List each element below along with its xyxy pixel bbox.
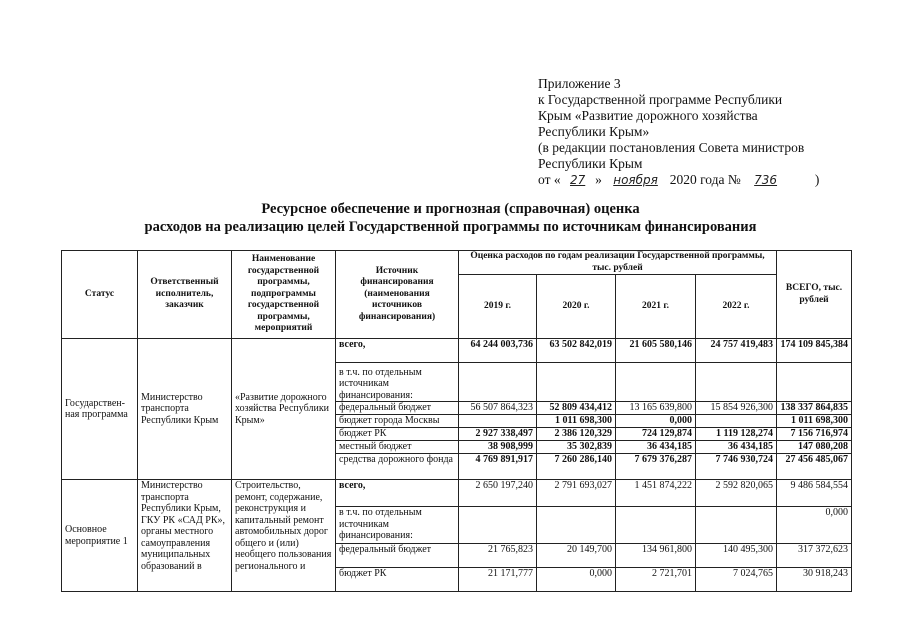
source-cell: федеральный бюджет — [336, 544, 459, 568]
source-cell: бюджет РК — [336, 568, 459, 592]
header-year-2020: 2020 г. — [537, 275, 616, 339]
value-total: 7 156 716,974 — [777, 428, 852, 441]
table-row — [62, 339, 852, 363]
value-2021: 724 129,874 — [616, 428, 696, 441]
header-executor: Ответственный исполнитель, заказчик — [138, 251, 232, 339]
value-total: 27 456 485,067 — [777, 454, 852, 480]
value-2019: 2 927 338,497 — [459, 428, 537, 441]
value-2020: 1 011 698,300 — [537, 415, 616, 428]
value-2019: 38 908,999 — [459, 441, 537, 454]
value-2022 — [696, 507, 777, 544]
source-cell: бюджет города Москвы — [336, 415, 459, 428]
value-2022: 140 495,300 — [696, 544, 777, 568]
value-2021: 36 434,185 — [616, 441, 696, 454]
source-cell: в т.ч. по отдельным источникам финансирования: — [336, 507, 459, 544]
value-2021: 1 451 874,222 — [616, 480, 696, 507]
value-2019: 2 650 197,240 — [459, 480, 537, 507]
header-program: Наименование государственной программы, подпрограммы государственной программы, мероприятий — [232, 251, 336, 339]
date-prefix: от « — [538, 172, 561, 187]
value-2021: 7 679 376,287 — [616, 454, 696, 480]
title-line-1: Ресурсное обеспечение и прогнозная (справочная) оценка — [261, 201, 640, 217]
value-2022: 1 119 128,274 — [696, 428, 777, 441]
value-total: 1 011 698,300 — [777, 415, 852, 428]
value-2022: 7 024,765 — [696, 568, 777, 592]
date-close: ) — [814, 172, 820, 187]
handwritten-month: ноября — [613, 173, 658, 187]
value-total: 0,000 — [777, 507, 852, 544]
value-2019: 56 507 864,323 — [459, 402, 537, 415]
source-cell: в т.ч. по отдельным источникам финансирования: — [336, 363, 459, 402]
executor-cell: Министерство транспорта Республики Крым, ГКУ РК «САД РК», органы местного самоуправления муниципальных образований в — [138, 480, 232, 592]
appendix-date-line — [538, 172, 878, 188]
year-text: 2020 года № — [669, 172, 741, 187]
document-title — [0, 200, 901, 236]
value-total: 30 918,243 — [777, 568, 852, 592]
value-2019 — [459, 415, 537, 428]
header-year-2022: 2022 г. — [696, 275, 777, 339]
source-cell: федеральный бюджет — [336, 402, 459, 415]
executor-cell: Министерство транспорта Республики Крым — [138, 339, 232, 480]
value-total: 147 080,208 — [777, 441, 852, 454]
status-cell: Основное мероприятие 1 — [62, 480, 138, 592]
appendix-line: Республики Крым» — [538, 124, 650, 139]
source-cell: средства дорожного фонда — [336, 454, 459, 480]
appendix-line: (в редакции постановления Совета министров — [538, 140, 805, 155]
appendix-line: Крым «Развитие дорожного хозяйства — [538, 108, 758, 123]
header-estimate: Оценка расходов по годам реализации Государственной программы, тыс. рублей — [459, 251, 777, 275]
value-2020: 7 260 286,140 — [537, 454, 616, 480]
value-total: 317 372,623 — [777, 544, 852, 568]
header-total: ВСЕГО, тыс. рублей — [777, 251, 852, 339]
funding-table — [61, 250, 852, 592]
value-2022: 2 592 820,065 — [696, 480, 777, 507]
value-2020: 20 149,700 — [537, 544, 616, 568]
appendix-line: к Государственной программе Республики — [538, 92, 783, 107]
value-2020 — [537, 507, 616, 544]
value-2022 — [696, 415, 777, 428]
value-2020: 2 791 693,027 — [537, 480, 616, 507]
table-row — [62, 480, 852, 507]
header-source: Источник финансирования (наименования источников финансирования) — [336, 251, 459, 339]
value-2020: 63 502 842,019 — [537, 339, 616, 363]
value-2020: 35 302,839 — [537, 441, 616, 454]
value-2022: 15 854 926,300 — [696, 402, 777, 415]
program-cell: «Развитие дорожного хозяйства Республики Крым» — [232, 339, 336, 480]
value-2021: 21 605 580,146 — [616, 339, 696, 363]
appendix-note — [538, 76, 878, 188]
source-cell: местный бюджет — [336, 441, 459, 454]
header-status: Статус — [62, 251, 138, 339]
value-total: 9 486 584,554 — [777, 480, 852, 507]
source-cell: всего, — [336, 480, 459, 507]
value-2019: 21 171,777 — [459, 568, 537, 592]
title-line-2: расходов на реализацию целей Государственной программы по источникам финансирования — [144, 219, 757, 235]
value-total: 138 337 864,835 — [777, 402, 852, 415]
value-2022: 7 746 930,724 — [696, 454, 777, 480]
value-2020 — [537, 363, 616, 402]
date-mid: » — [595, 172, 602, 187]
appendix-line: Республики Крым — [538, 156, 643, 171]
value-2021 — [616, 507, 696, 544]
value-2019: 64 244 003,736 — [459, 339, 537, 363]
value-2022 — [696, 363, 777, 402]
header-year-2021: 2021 г. — [616, 275, 696, 339]
value-2021: 0,000 — [616, 415, 696, 428]
handwritten-number: 736 — [754, 173, 778, 187]
value-2019 — [459, 363, 537, 402]
header-year-2019: 2019 г. — [459, 275, 537, 339]
value-2019: 4 769 891,917 — [459, 454, 537, 480]
value-2020: 0,000 — [537, 568, 616, 592]
value-2021: 13 165 639,800 — [616, 402, 696, 415]
value-2019: 21 765,823 — [459, 544, 537, 568]
value-2022: 24 757 419,483 — [696, 339, 777, 363]
value-2020: 52 809 434,412 — [537, 402, 616, 415]
appendix-line: Приложение 3 — [538, 76, 621, 91]
value-total — [777, 363, 852, 402]
value-2020: 2 386 120,329 — [537, 428, 616, 441]
value-total: 174 109 845,384 — [777, 339, 852, 363]
value-2021: 2 721,701 — [616, 568, 696, 592]
program-cell: Строительство, ремонт, содержание, реконструкция и капитальный ремонт автомобильных дорог общего и (или) необщего пользования регионального и — [232, 480, 336, 592]
value-2019 — [459, 507, 537, 544]
value-2021 — [616, 363, 696, 402]
handwritten-day: 27 — [569, 173, 586, 187]
value-2021: 134 961,800 — [616, 544, 696, 568]
source-cell: бюджет РК — [336, 428, 459, 441]
source-cell: всего, — [336, 339, 459, 363]
status-cell: Государствен-ная программа — [62, 339, 138, 480]
value-2022: 36 434,185 — [696, 441, 777, 454]
